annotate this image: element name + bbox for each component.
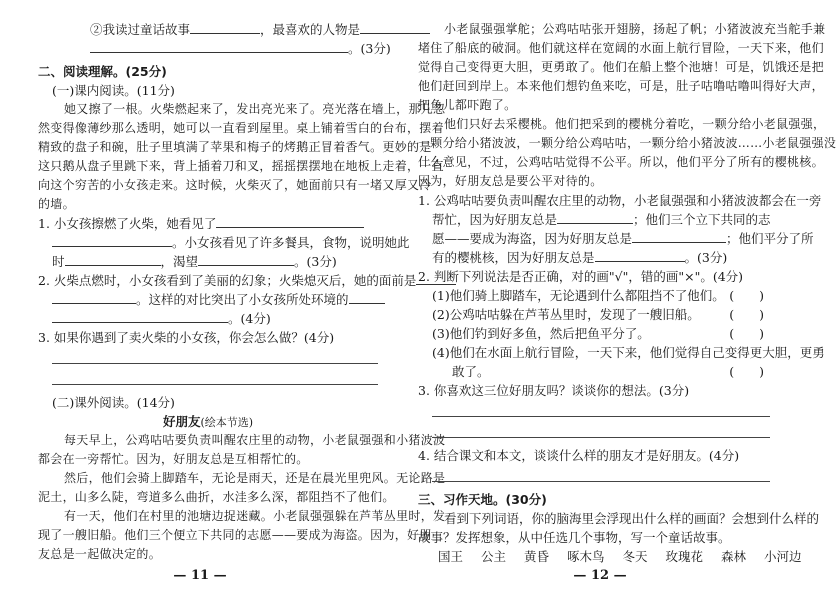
- writing-prompt-line: 故事？发挥想象，从中任选几个事物，写一个童话故事。: [418, 530, 731, 545]
- answer-line[interactable]: [432, 404, 770, 417]
- word-item: 啄木鸟: [567, 549, 605, 564]
- judge-item-1: (1)他们骑上脚踏车，无论遇到什么都阻挡不了他们。 ( ): [432, 288, 764, 303]
- answer-parentheses[interactable]: ( ): [729, 326, 764, 341]
- answer-line[interactable]: [432, 469, 770, 482]
- question-1: 1. 公鸡咕咕要负责叫醒农庄里的动物，小老鼠强强和小猪波波都会在一旁: [418, 193, 822, 208]
- answer-blank[interactable]: [52, 309, 228, 323]
- judge-item-2: (2)公鸡咕咕躲在芦苇丛里时，发现了一艘旧船。 ( ): [432, 307, 764, 322]
- answer-blank[interactable]: [557, 210, 633, 224]
- story-title: 好朋友(绘本节选): [162, 414, 254, 429]
- question-1-cont: 帮忙，因为好朋友总是 ；他们三个立下共同的志: [432, 212, 771, 227]
- word-item: 玫瑰花: [665, 549, 704, 564]
- answer-blank[interactable]: [216, 214, 364, 228]
- passage-line: 精致的盘子和碗，肚子里填满了苹果和梅子的烤鹅正冒着香气。更妙的是: [38, 140, 432, 154]
- passage-line: 一颗分给小猪波波，一颗分给公鸡咕咕，一颗分给小猪波波……小老鼠强强没: [418, 136, 836, 150]
- answer-blank[interactable]: [595, 248, 685, 262]
- word-item: 小河边: [764, 549, 802, 564]
- passage-line: 因为，好朋友总是要公平对待的。: [418, 174, 603, 188]
- answer-line[interactable]: [52, 351, 378, 364]
- right-page: [400, 0, 836, 601]
- passage-line: 他们只好去采樱桃。他们把采到的樱桃分着吃，一颗分给小老鼠强强，: [444, 117, 826, 131]
- question-2: 2. 判断下列说法是否正确，对的画"√"，错的画"×"。(4分): [418, 269, 744, 284]
- passage-line: 向这个穷苦的小女孩走来。这时候，火柴灭了，她面前只有一堵又厚又冷: [38, 178, 432, 192]
- question-2-cont: 。这样的对比突出了小女孩所处环境的: [38, 290, 378, 309]
- passage-line: 然后，他们会骑上脚踏车，无论是雨天，还是在晨光里兜风。无论路是: [64, 471, 446, 485]
- passage-line: 都会在一旁帮忙。因为，好朋友总是互相帮忙的。: [38, 452, 309, 466]
- word-item: 黄昏: [524, 549, 550, 564]
- part-title-in-class: (一)课内阅读。(11分): [52, 83, 175, 98]
- question-4: 4. 结合课文和本文，谈谈什么样的朋友才是好朋友。(4分): [418, 448, 740, 463]
- passage-line: 他们赶回到岸上。本来他们想钓鱼来吃，可是，肚子咕噜咕噜叫得好大声，: [418, 79, 824, 93]
- passage-line: 现了一艘旧船。他们三个便立下共同的志愿——要成为海盗。因为，好朋: [38, 528, 432, 542]
- question-1-cont: 。小女孩看见了许多餐具，食物，说明她此: [38, 233, 378, 252]
- passage-line: 然变得像薄纱那么透明，她可以一直看到屋里。桌上铺着雪白的台布，摆着: [38, 121, 444, 135]
- answer-line[interactable]: [432, 425, 770, 438]
- answer-blank[interactable]: [65, 252, 161, 266]
- passage-line: 觉得自己变得更大胆，更勇敢了。他们在船上整个池塘！可是，饥饿还是把: [418, 60, 824, 74]
- judge-item-4-cont: 敢了。 ( ): [452, 364, 764, 379]
- passage-line: 有一天，他们在村里的池塘边捉迷藏。小老鼠强强躲在芦苇丛里时，发: [64, 509, 446, 523]
- answer-parentheses[interactable]: ( ): [729, 307, 764, 322]
- part-title-extracurricular: (二)课外阅读。(14分): [52, 395, 175, 410]
- passage-line: 泥土，山多么陡，弯道多么曲折，水洼多么深，都阻挡不了他们。: [38, 490, 395, 504]
- question-1-cont2: 愿——要成为海盗，因为好朋友总是 ；他们平分了所: [432, 231, 814, 246]
- passage-good-friends: [38, 431, 446, 564]
- passage-matchgirl: [38, 100, 446, 214]
- answer-blank[interactable]: [632, 229, 726, 243]
- page-number: — 11 —: [173, 568, 227, 583]
- question-1: 1. 小女孩擦燃了火柴，她看见了: [38, 214, 378, 233]
- question-2-cont2: 。(4分): [38, 309, 378, 328]
- judge-item-4: (4)他们在水面上航行冒险，一天下来，他们觉得自己变得更大胆，更勇: [432, 345, 825, 360]
- word-item: 公主: [481, 549, 507, 564]
- answer-blank[interactable]: [349, 290, 385, 304]
- passage-line: 堵住了船底的破洞。他们就这样在宽阔的水面上航行冒险，一天下来，他们: [418, 41, 824, 55]
- section-title-writing: 三、习作天地。(30分): [418, 492, 547, 507]
- passage-line: 她又擦了一根。火柴燃起来了，发出亮光来了。亮光落在墙上，那儿忽: [64, 102, 446, 116]
- passage-line: 这只鹅从盘子里跳下来，背上插着刀和叉，摇摇摆摆地在地板上走着，一直: [38, 159, 444, 173]
- question-1-cont2: 时 ，渴望 。(3分): [52, 254, 337, 269]
- question-2: 2. 火柴点燃时，小女孩看到了美丽的幻象；火柴熄灭后，她的面前是: [38, 271, 378, 290]
- passage-line: 小老鼠强强掌舵；公鸡咕咕张开翅膀，扬起了帆；小猪波波充当舵手兼: [444, 22, 826, 36]
- passage-line: 把鱼儿都吓跑了。: [418, 98, 517, 112]
- answer-blank[interactable]: [198, 252, 294, 266]
- answer-parentheses[interactable]: ( ): [729, 288, 764, 303]
- word-item: 国王: [438, 549, 464, 564]
- question-3: 3. 如果你遇到了卖火柴的小女孩，你会怎么做？(4分): [38, 330, 335, 345]
- passage-continued: [418, 20, 836, 191]
- answer-blank[interactable]: [52, 233, 172, 247]
- page-number: — 12 —: [573, 568, 627, 583]
- word-item: 冬天: [622, 549, 648, 564]
- question-3: 3. 你喜欢这三位好朋友吗？谈谈你的想法。(3分): [418, 383, 690, 398]
- writing-prompt-line: 看到下列词语，你的脑海里会浮现出什么样的画面？会想到什么样的: [444, 511, 820, 526]
- answer-blank[interactable]: [52, 290, 136, 304]
- passage-line: 的墙。: [38, 197, 75, 211]
- section-title-reading: 二、阅读理解。(25分): [38, 64, 167, 79]
- passage-line: 每天早上，公鸡咕咕要负责叫醒农庄里的动物，小老鼠强强和小猪波波: [64, 433, 446, 447]
- word-list: [418, 547, 802, 566]
- question-1-cont3: 有的樱桃核，因为好朋友总是 。(3分): [432, 250, 728, 265]
- word-item: 森林: [721, 549, 747, 564]
- passage-line: 什么意见，不过，公鸡咕咕觉得不公平。所以，他们平分了所有的樱桃核。: [418, 155, 824, 169]
- fairy-tale-question-cont: 。(3分): [38, 39, 378, 58]
- fairy-tale-question: ②我读过童话故事 ，最喜欢的人物是: [38, 20, 378, 39]
- answer-parentheses[interactable]: ( ): [729, 364, 764, 379]
- answer-line[interactable]: [52, 372, 378, 385]
- answer-blank[interactable]: [190, 20, 260, 34]
- judge-item-3: (3)他们钓到好多鱼，然后把鱼平分了。 ( ): [432, 326, 764, 341]
- answer-blank[interactable]: [90, 39, 348, 53]
- passage-line: 友总是一起做决定的。: [38, 547, 162, 561]
